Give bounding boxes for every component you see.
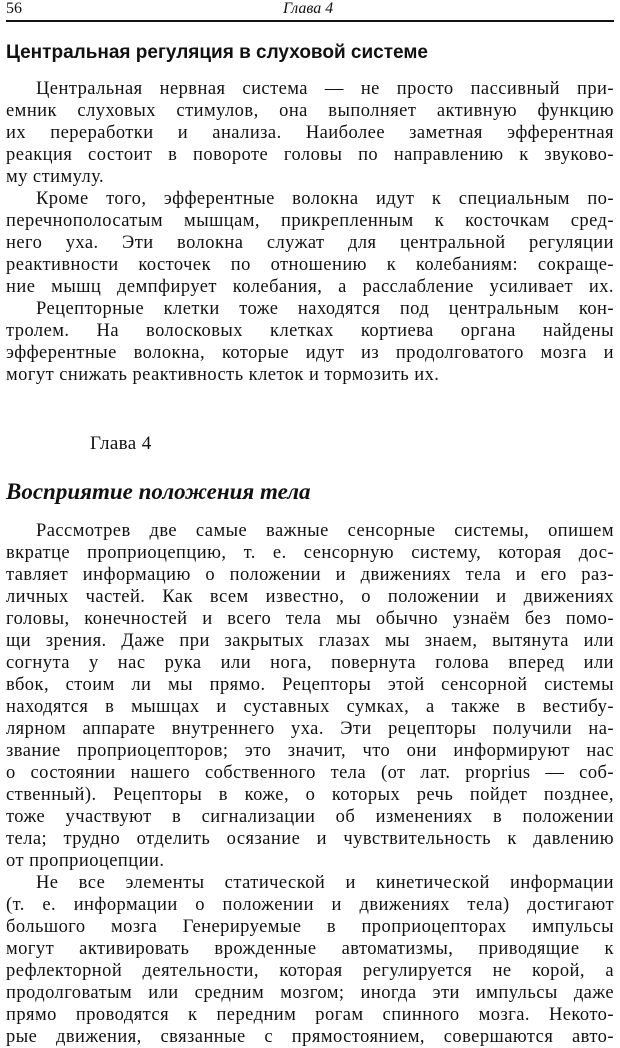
text-line: находятся в мышцах и суставных сумках, а также в вестибу- — [6, 697, 614, 717]
header-rule — [6, 20, 614, 22]
chapter-label: Глава 4 — [90, 433, 152, 454]
text-line: эфферентные волокна, которые идут из продолговатого мозга и — [6, 343, 614, 363]
text-line: вбок, стоим ли мы прямо. Рецепторы этой сенсорной системы — [6, 675, 614, 695]
text-line: му стимулу. — [6, 167, 105, 187]
text-line: прямо проводятся к передним рогам спинного мозга. Некото- — [6, 1005, 614, 1025]
section-heading: Центральная регуляция в слуховой системе — [6, 42, 428, 63]
text-line: щи зрения. Даже при закрытых глазах мы знаем, вытянута или — [6, 631, 614, 651]
text-line: большого мозга Генерируемые в проприоцепторах импульсы — [6, 917, 614, 937]
text-line: могут снижать реактивность клеток и тормозить их. — [6, 365, 440, 385]
text-line: могут активировать врожденные автоматизмы, приводящие к — [6, 939, 614, 959]
text-line: продолговатым или средним мозгом; иногда эти импульсы даже — [6, 983, 614, 1003]
page-number: 56 — [6, 0, 22, 17]
text-line: головы, конечностей и всего тела мы обычно узнаём без помо- — [6, 609, 614, 629]
text-line: Рецепторные клетки тоже находятся под центральным кон- — [36, 299, 614, 319]
text-line: вкратце проприоцепцию, т. е. сенсорную систему, которая дос- — [6, 543, 614, 563]
text-line: рефлекторной деятельности, которая регулируется не корой, а — [6, 961, 614, 981]
text-line: перечнополосатым мышцам, прикрепленным к косточкам сред- — [6, 211, 614, 231]
text-line: ние мышц демпфирует колебания, а расслабление усиливает их. — [6, 277, 614, 297]
text-line: Не все элементы статической и кинетической информации — [36, 873, 614, 893]
text-line: рые движения, связанные с прямостоянием, совершаются авто- — [6, 1027, 614, 1047]
text-line: тавляет информацию о положении и движениях тела и его раз- — [6, 565, 614, 585]
text-line: емник слуховых стимулов, она выполняет активную функцию — [6, 101, 614, 121]
text-line: тролем. На волосковых клетках кортиева органа найдены — [6, 321, 614, 341]
text-line: о состоянии нашего собственного тела (от лат. proprius — соб- — [6, 763, 614, 783]
text-line: Рассмотрев две самые важные сенсорные системы, опишем — [36, 521, 614, 541]
text-line: него уха. Эти волокна служат для центральной регуляции — [6, 233, 614, 253]
text-line: личных частей. Как всем известно, о положении и движениях — [6, 587, 614, 607]
text-line: от проприоцепции. — [6, 851, 165, 871]
running-header — [6, 0, 614, 20]
text-line: тоже участвуют в сигнализации об изменениях в положении — [6, 807, 614, 827]
text-line: согнута у нас рука или нога, повернута голова вперед или — [6, 653, 614, 673]
text-line: ственный). Рецепторы в коже, о которых речь пойдет позднее, — [6, 785, 614, 805]
text-line: тела; трудно отделить осязание и чувствительность к давлению — [6, 829, 614, 849]
running-title: Глава 4 — [283, 0, 334, 17]
text-line: (т. е. информации о положении и движениях тела) достигают — [6, 895, 614, 915]
text-line: Центральная нервная система — не просто пассивный при- — [36, 79, 614, 99]
text-line: Кроме того, эфферентные волокна идут к специальным по- — [36, 189, 614, 209]
section-text — [6, 78, 614, 386]
text-line: реактивности косточек по отношению к колебаниям: сокраще- — [6, 255, 614, 275]
text-line: звание проприоцепторов; это значит, что они информируют нас — [6, 741, 614, 761]
chapter-title: Восприятие положения тела — [6, 479, 311, 504]
text-line: лярном аппарате внутреннего уха. Эти рецепторы получили на- — [6, 719, 614, 739]
text-line: реакция состоит в повороте головы по направлению к звуково- — [6, 145, 614, 165]
chapter-text — [6, 520, 614, 1048]
text-line: их переработки и анализа. Наиболее заметная эфферентная — [6, 123, 614, 143]
